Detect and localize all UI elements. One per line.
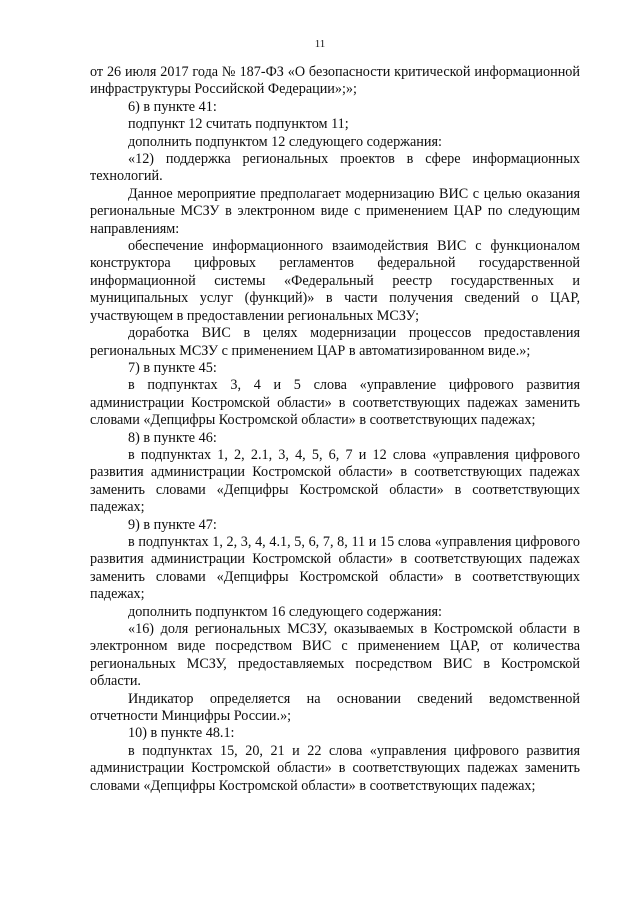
paragraph: «12) поддержка региональных проектов в сфере информационных технологий. <box>90 151 580 185</box>
paragraph: 7) в пункте 45: <box>128 359 217 376</box>
page-number: 11 <box>314 38 326 50</box>
paragraph: подпункт 12 считать подпунктом 11; <box>128 116 349 133</box>
paragraph: в подпунктах 1, 2, 2.1, 3, 4, 5, 6, 7 и 12 слова «управления цифрового развития администрации Костромской области» в соответствующих падежах заменить словами «Депцифры Костромской области» в соответствующих падежах; <box>90 446 580 516</box>
paragraph: 8) в пункте 46: <box>128 429 217 446</box>
paragraph: в подпунктах 15, 20, 21 и 22 слова «управления цифрового развития администрации Костромской области» в соответствующих падежах заменить словами «Депцифры Костромской области» в соответствующих падежах; <box>90 742 580 794</box>
paragraph: 9) в пункте 47: <box>128 516 217 533</box>
paragraph: 6) в пункте 41: <box>128 98 217 115</box>
paragraph: Данное мероприятие предполагает модернизацию ВИС с целью оказания региональные МСЗУ в электронном виде с применением ЦАР по следующим направлениям: <box>90 185 580 237</box>
paragraph: Индикатор определяется на основании сведений ведомственной отчетности Минцифры России.»; <box>90 690 580 725</box>
paragraph: дополнить подпунктом 16 следующего содержания: <box>128 603 442 620</box>
paragraph: в подпунктах 1, 2, 3, 4, 4.1, 5, 6, 7, 8, 11 и 15 слова «управления цифрового развития администрации Костромской области» в соответствующих падежах заменить словами «Депцифры Костромской области» в соответствующих падежах; <box>90 533 580 603</box>
paragraph: от 26 июля 2017 года № 187-ФЗ «О безопасности критической информационной инфраструктуры Российской Федерации»;»; <box>90 64 580 98</box>
paragraph: дополнить подпунктом 12 следующего содержания: <box>128 133 442 150</box>
paragraph: «16) доля региональных МСЗУ, оказываемых в Костромской области в электронном виде посредством ВИС с применением ЦАР, от количества региональных МСЗУ, предоставляемых посредством ВИС в Костромской области. <box>90 621 580 690</box>
paragraph: доработка ВИС в целях модернизации процессов предоставления региональных МСЗУ с применением ЦАР в автоматизированном виде.»; <box>90 325 580 359</box>
paragraph: в подпунктах 3, 4 и 5 слова «управление цифрового развития администрации Костромской области» в соответствующих падежах заменить словами «Депцифры Костромской области» в соответствующих падежах; <box>90 377 580 429</box>
paragraph: 10) в пункте 48.1: <box>128 725 235 742</box>
document-body <box>90 64 580 795</box>
paragraph: обеспечение информационного взаимодействия ВИС с функционалом конструктора цифровых регламентов федеральной государственной информационной системы «Федеральный реестр государственных и муниципальных услуг (функций)» в части получения сведений о ЦАР, участвующем в предоставлении региональных МСЗУ; <box>90 238 580 324</box>
